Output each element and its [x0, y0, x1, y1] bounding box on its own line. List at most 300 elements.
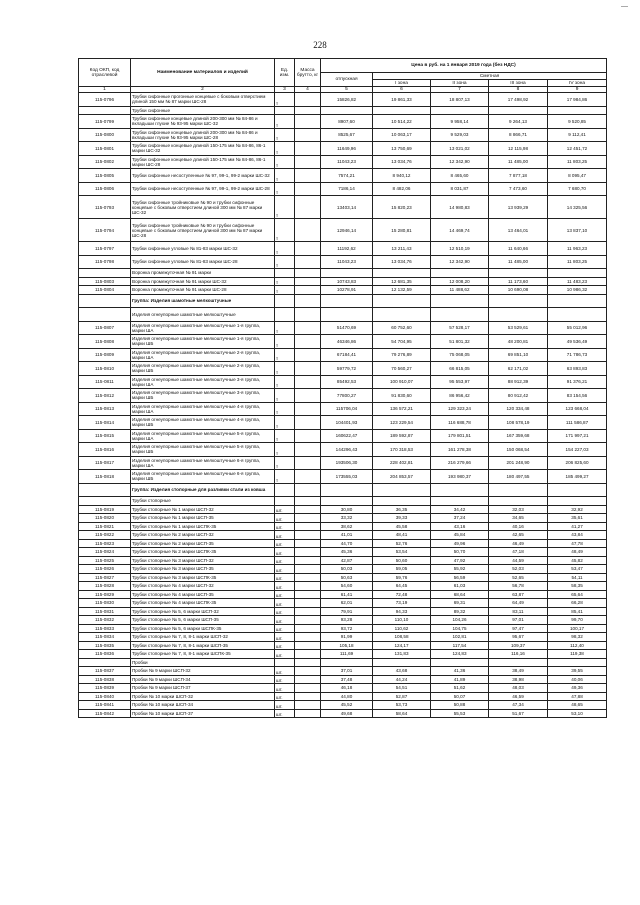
zone-4-price-cell: 99,70: [548, 616, 607, 625]
zone-3-price-cell: 48 200,81: [489, 335, 548, 349]
mass-cell: [295, 539, 321, 548]
unit-cell: т: [275, 348, 295, 362]
table-row: [79, 115, 607, 129]
zone-4-price-cell: 7 680,70: [548, 182, 607, 196]
okp-code-cell: 115-0828: [79, 582, 131, 591]
unit-cell: шт.: [275, 624, 295, 633]
table-row: [79, 277, 607, 286]
release-price-cell: 173555,03: [321, 470, 373, 484]
zone-1-price-cell: 10 063,17: [373, 128, 431, 142]
unit-cell: шт.: [275, 650, 295, 659]
unit-cell: шт.: [275, 633, 295, 642]
zone-2-price-cell: 9 958,14: [431, 115, 489, 129]
zone-3-price-cell: 34,65: [489, 514, 548, 523]
zone-3-price-cell: 13 939,29: [489, 196, 548, 219]
table-row: [79, 607, 607, 616]
item-name-cell: Трубки сифонные несоступенные № 97, 99-1, 99-2 марки ШС-32: [131, 169, 275, 183]
unit-cell: [275, 658, 295, 667]
mass-cell: [295, 582, 321, 591]
unit-cell: [275, 269, 295, 278]
mass-cell: [295, 616, 321, 625]
table-row: [79, 93, 607, 107]
group-row: [79, 294, 607, 308]
table-row: [79, 308, 607, 322]
zone-1-price-cell: 36,35: [373, 505, 431, 514]
page-number: 228: [313, 40, 327, 50]
table-row: [79, 531, 607, 540]
zone-2-price-cell: 66 815,05: [431, 362, 489, 376]
column-number: 9: [548, 87, 607, 93]
release-price-cell: 15826,82: [321, 93, 373, 107]
unit-cell: [275, 308, 295, 322]
release-price-cell: 62,01: [321, 599, 373, 608]
zone-2-price-cell: 41,36: [431, 667, 489, 676]
zone-4-price-cell: 11 803,25: [548, 255, 607, 269]
table-row: [79, 675, 607, 684]
okp-code-cell: 115-0803: [79, 277, 131, 286]
unit-cell: т: [275, 429, 295, 443]
zone-3-price-cell: 46,59: [489, 692, 548, 701]
zone-3-price-cell: [489, 658, 548, 667]
table-row: [79, 182, 607, 196]
release-price-cell: 41,01: [321, 531, 373, 540]
zone-3-price-cell: 11 640,66: [489, 242, 548, 256]
release-price-cell: [321, 308, 373, 322]
zone-1-price-cell: 39,33: [373, 514, 431, 523]
table-row: [79, 565, 607, 574]
okp-code-cell: 115-0793: [79, 196, 131, 219]
okp-code-cell: [79, 294, 131, 308]
item-name-cell: Трубки стопорные: [131, 497, 275, 506]
zone-1-price-cell: [373, 106, 431, 115]
zone-1-price-cell: 12 132,59: [373, 286, 431, 295]
header-name: Наименование материалов и изделий: [131, 59, 275, 87]
zone-2-price-cell: 124,83: [431, 650, 489, 659]
zone-3-price-cell: 9 264,13: [489, 115, 548, 129]
zone-2-price-cell: 61,03: [431, 582, 489, 591]
header-release: отпускная: [321, 73, 373, 87]
unit-cell: шт.: [275, 667, 295, 676]
zone-2-price-cell: 11 488,62: [431, 286, 489, 295]
zone-4-price-cell: 12 451,72: [548, 142, 607, 156]
mass-cell: [295, 142, 321, 156]
zone-2-price-cell: 12 510,19: [431, 242, 489, 256]
mass-cell: [295, 155, 321, 169]
release-price-cell: 11043,23: [321, 255, 373, 269]
zone-3-price-cell: [489, 308, 548, 322]
unit-cell: т: [275, 219, 295, 242]
table-row: [79, 582, 607, 591]
zone-2-price-cell: [431, 269, 489, 278]
mass-cell: [295, 321, 321, 335]
zone-2-price-cell: 179 801,51: [431, 429, 489, 443]
release-price-cell: 46346,86: [321, 335, 373, 349]
table-row: [79, 335, 607, 349]
unit-cell: шт.: [275, 590, 295, 599]
unit-cell: шт.: [275, 565, 295, 574]
item-name-cell: Изделия огнеупорные шамотные мелкоштучные 3-я группа, марки ША: [131, 375, 275, 389]
okp-code-cell: 115-0805: [79, 169, 131, 183]
mass-cell: [295, 599, 321, 608]
zone-1-price-cell: 19 861,33: [373, 93, 431, 107]
unit-cell: шт.: [275, 582, 295, 591]
table-row: [79, 641, 607, 650]
unit-cell: т: [275, 321, 295, 335]
mass-cell: [295, 590, 321, 599]
item-name-cell: Трубки сифонные угловые № 81-83 марки ШС-32: [131, 242, 275, 256]
mass-cell: [295, 286, 321, 295]
mass-cell: [295, 255, 321, 269]
item-name-cell: Трубки стопорные № 4 марки ШСП-35: [131, 590, 275, 599]
zone-1-price-cell: 13 034,76: [373, 155, 431, 169]
unit-cell: [275, 294, 295, 308]
zone-2-price-cell: 161 278,38: [431, 443, 489, 457]
unit-cell: шт.: [275, 701, 295, 710]
zone-1-price-cell: 124,17: [373, 641, 431, 650]
zone-1-price-cell: 108,58: [373, 633, 431, 642]
unit-cell: т: [275, 402, 295, 416]
zone-3-price-cell: 53 529,61: [489, 321, 548, 335]
zone-3-price-cell: [489, 497, 548, 506]
mass-cell: [295, 624, 321, 633]
mass-cell: [295, 514, 321, 523]
zone-2-price-cell: 50,07: [431, 692, 489, 701]
zone-2-price-cell: 47,92: [431, 556, 489, 565]
header-price-title: Цена в руб. на 1 января 2019 года (без НДС): [321, 59, 607, 73]
zone-2-price-cell: 18 807,13: [431, 93, 489, 107]
unit-cell: т: [275, 155, 295, 169]
release-price-cell: 54,60: [321, 582, 373, 591]
zone-4-price-cell: 49,36: [548, 684, 607, 693]
zone-4-price-cell: 9 520,85: [548, 115, 607, 129]
release-price-cell: 44,80: [321, 692, 373, 701]
zone-1-price-cell: 123 229,54: [373, 416, 431, 430]
unit-cell: т: [275, 142, 295, 156]
item-name-cell: Трубки сифонные концевые длиной 200-300 мм № 84-86 и вкладыши глухие № 93-95 марки ШС-28: [131, 128, 275, 142]
okp-code-cell: 115-0808: [79, 335, 131, 349]
zone-1-price-cell: 48,41: [373, 531, 431, 540]
zone-4-price-cell: 40,06: [548, 675, 607, 684]
item-name-cell: Изделия огнеупорные шамотные мелкоштучные 4-я группа, марки ШБ: [131, 416, 275, 430]
unit-cell: т: [275, 255, 295, 269]
zone-3-price-cell: 83,11: [489, 607, 548, 616]
release-price-cell: 11649,96: [321, 142, 373, 156]
zone-1-price-cell: 52,76: [373, 539, 431, 548]
okp-code-cell: 115-0813: [79, 402, 131, 416]
unit-cell: т: [275, 416, 295, 430]
zone-3-price-cell: 40,16: [489, 522, 548, 531]
mass-cell: [295, 443, 321, 457]
unit-cell: т: [275, 362, 295, 376]
unit-cell: шт.: [275, 514, 295, 523]
zone-3-price-cell: 13 464,01: [489, 219, 548, 242]
unit-cell: шт.: [275, 599, 295, 608]
item-name-cell: Изделия огнеупорные шамотные мелкоштучные 5-я группа, марки ША: [131, 429, 275, 443]
okp-code-cell: [79, 483, 131, 497]
unit-cell: т: [275, 375, 295, 389]
release-price-cell: 49,68: [321, 709, 373, 718]
zone-2-price-cell: 9 529,03: [431, 128, 489, 142]
zone-4-price-cell: 41,27: [548, 522, 607, 531]
release-price-cell: 115706,04: [321, 402, 373, 416]
zone-2-price-cell: 8 031,87: [431, 182, 489, 196]
zone-2-price-cell: 104,26: [431, 616, 489, 625]
unit-cell: т: [275, 335, 295, 349]
zone-1-price-cell: [373, 308, 431, 322]
zone-3-price-cell: 69 851,10: [489, 348, 548, 362]
item-name-cell: Воронка промежуточная № 91 марки: [131, 269, 275, 278]
zone-4-price-cell: 54,11: [548, 573, 607, 582]
zone-3-price-cell: 62 171,02: [489, 362, 548, 376]
table-row: [79, 667, 607, 676]
okp-code-cell: 115-0826: [79, 565, 131, 574]
unit-cell: т: [275, 443, 295, 457]
header-zone-4: IV зона: [548, 80, 607, 87]
release-price-cell: 111,69: [321, 650, 373, 659]
zone-4-price-cell: [548, 497, 607, 506]
zone-1-price-cell: 170 318,53: [373, 443, 431, 457]
zone-3-price-cell: 47,18: [489, 548, 548, 557]
zone-2-price-cell: 55,53: [431, 709, 489, 718]
zone-3-price-cell: 46,49: [489, 539, 548, 548]
zone-2-price-cell: 89,32: [431, 607, 489, 616]
zone-2-price-cell: 86 956,42: [431, 389, 489, 403]
table-row: [79, 155, 607, 169]
release-price-cell: 144296,43: [321, 443, 373, 457]
table-row: [79, 242, 607, 256]
zone-1-price-cell: 58,64: [373, 709, 431, 718]
zone-3-price-cell: 64,49: [489, 599, 548, 608]
zone-1-price-cell: [373, 497, 431, 506]
zone-4-price-cell: 119,38: [548, 650, 607, 659]
mass-cell: [295, 641, 321, 650]
table-row: [79, 616, 607, 625]
item-name-cell: Воронка промежуточная № 91 марки ШС-28: [131, 286, 275, 295]
unit-cell: т: [275, 456, 295, 470]
item-name-cell: Пробки: [131, 658, 275, 667]
mass-cell: [295, 701, 321, 710]
zone-2-price-cell: 69,31: [431, 599, 489, 608]
okp-code-cell: 115-0831: [79, 607, 131, 616]
item-name-cell: Трубки стопорные № 3 марки ШСП-32: [131, 556, 275, 565]
zone-4-price-cell: 100,17: [548, 624, 607, 633]
zone-3-price-cell: 52,03: [489, 565, 548, 574]
okp-code-cell: 115-0837: [79, 667, 131, 676]
item-name-cell: Трубки стопорные № 2 марки ШСП-32: [131, 531, 275, 540]
zone-2-price-cell: 95 553,97: [431, 375, 489, 389]
zone-3-price-cell: [489, 294, 548, 308]
item-name-cell: Трубки стопорные № 5, 6 марки ШСП-35: [131, 616, 275, 625]
item-name-cell: Изделия огнеупорные шамотные мелкоштучные: [131, 308, 275, 322]
zone-4-price-cell: 63 893,83: [548, 362, 607, 376]
okp-code-cell: [79, 308, 131, 322]
zone-1-price-cell: 100 910,07: [373, 375, 431, 389]
mass-cell: [295, 269, 321, 278]
zone-1-price-cell: 8 482,06: [373, 182, 431, 196]
unit-cell: т: [275, 93, 295, 107]
release-price-cell: 8907,60: [321, 115, 373, 129]
zone-4-price-cell: 91 376,21: [548, 375, 607, 389]
unit-cell: т: [275, 169, 295, 183]
zone-2-price-cell: 34,42: [431, 505, 489, 514]
table-row: [79, 658, 607, 667]
header-zone-3: III зона: [489, 80, 548, 87]
zone-1-price-cell: 54 704,95: [373, 335, 431, 349]
zone-4-price-cell: 14 325,56: [548, 196, 607, 219]
zone-1-price-cell: 59,05: [373, 565, 431, 574]
header-estimate: Сметная: [373, 73, 607, 80]
okp-code-cell: 115-0807: [79, 321, 131, 335]
release-price-cell: 10278,91: [321, 286, 373, 295]
table-row: [79, 590, 607, 599]
zone-2-price-cell: 12 342,90: [431, 155, 489, 169]
column-number: 1: [79, 87, 131, 93]
zone-3-price-cell: 80 912,42: [489, 389, 548, 403]
item-name-cell: Изделия огнеупорные шамотные мелкоштучные 3-я группа, марки ШБ: [131, 389, 275, 403]
table-row: [79, 142, 607, 156]
zone-4-price-cell: 11 803,25: [548, 155, 607, 169]
price-table: [78, 58, 607, 718]
column-number: 8: [489, 87, 548, 93]
mass-cell: [295, 115, 321, 129]
unit-cell: шт.: [275, 573, 295, 582]
mass-cell: [295, 667, 321, 676]
zone-1-price-cell: 189 592,87: [373, 429, 431, 443]
unit-cell: шт.: [275, 531, 295, 540]
mass-cell: [295, 556, 321, 565]
table-body: [79, 93, 607, 718]
mass-cell: [295, 389, 321, 403]
release-price-cell: 61,41: [321, 590, 373, 599]
zone-4-price-cell: 11 483,23: [548, 277, 607, 286]
mass-cell: [295, 277, 321, 286]
table-row: [79, 375, 607, 389]
mass-cell: [295, 416, 321, 430]
zone-2-price-cell: 104,75: [431, 624, 489, 633]
mass-cell: [295, 375, 321, 389]
okp-code-cell: [79, 106, 131, 115]
release-price-cell: 33,32: [321, 514, 373, 523]
unit-cell: шт.: [275, 556, 295, 565]
zone-1-price-cell: 45,58: [373, 522, 431, 531]
item-name-cell: Трубки стопорные № 1 марки ШСП-32: [131, 505, 275, 514]
zone-2-price-cell: 50,88: [431, 701, 489, 710]
table-row: [79, 169, 607, 183]
zone-4-price-cell: 17 984,86: [548, 93, 607, 107]
item-name-cell: Трубки стопорные № 1 марки ШСП-35: [131, 514, 275, 523]
mass-cell: [295, 531, 321, 540]
item-name-cell: Трубки стопорные № 5, 6 марки ШСПК-35: [131, 624, 275, 633]
header-zone-2: II зона: [431, 80, 489, 87]
release-price-cell: 13403,14: [321, 196, 373, 219]
table-row: [79, 456, 607, 470]
mass-cell: [295, 169, 321, 183]
zone-3-price-cell: 97,47: [489, 624, 548, 633]
mass-cell: [295, 573, 321, 582]
okp-code-cell: 115-0814: [79, 416, 131, 430]
mass-cell: [295, 242, 321, 256]
item-name-cell: Трубки сифонные несоступенные № 97, 99-1, 99-2 марки ШС-28: [131, 182, 275, 196]
okp-code-cell: 115-0839: [79, 684, 131, 693]
mass-cell: [295, 294, 321, 308]
release-price-cell: 42,87: [321, 556, 373, 565]
mass-cell: [295, 219, 321, 242]
table-row: [79, 684, 607, 693]
zone-3-price-cell: 32,03: [489, 505, 548, 514]
zone-3-price-cell: 44,59: [489, 556, 548, 565]
release-price-cell: 7574,21: [321, 169, 373, 183]
okp-code-cell: [79, 658, 131, 667]
release-price-cell: 46,18: [321, 684, 373, 693]
okp-code-cell: 115-0796: [79, 93, 131, 107]
zone-1-price-cell: 59,76: [373, 573, 431, 582]
release-price-cell: 11192,62: [321, 242, 373, 256]
item-name-cell: Изделия огнеупорные шамотные мелкоштучные 6-я группа, марки ША: [131, 456, 275, 470]
zone-2-price-cell: 57 528,17: [431, 321, 489, 335]
zone-3-price-cell: 95,67: [489, 633, 548, 642]
mass-cell: [295, 607, 321, 616]
okp-code-cell: 115-0812: [79, 389, 131, 403]
unit-cell: т: [275, 286, 295, 295]
header-mass: Масса брутто, кг: [295, 59, 321, 87]
zone-1-price-cell: 91 830,60: [373, 389, 431, 403]
zone-2-price-cell: 14 980,83: [431, 196, 489, 219]
header-unit: Ед. изм.: [275, 59, 295, 87]
release-price-cell: 51470,69: [321, 321, 373, 335]
okp-code-cell: 115-0809: [79, 348, 131, 362]
mass-cell: [295, 505, 321, 514]
okp-code-cell: 115-0804: [79, 286, 131, 295]
release-price-cell: [321, 106, 373, 115]
okp-code-cell: 115-0840: [79, 692, 131, 701]
item-name-cell: Трубки стопорные № 2 марки ШСП-35: [131, 539, 275, 548]
table-row: [79, 416, 607, 430]
zone-2-price-cell: 43,16: [431, 522, 489, 531]
table-row: [79, 402, 607, 416]
item-name-cell: Трубки стопорные № 5, 6 марки ШСП-32: [131, 607, 275, 616]
release-price-cell: 12946,14: [321, 219, 373, 242]
column-number: 2: [131, 87, 275, 93]
item-name-cell: Изделия огнеупорные шамотные мелкоштучные 1-я группа, марки ШБ: [131, 335, 275, 349]
item-name-cell: Трубки сифонные угловые № 81-83 марки ШС-28: [131, 255, 275, 269]
okp-code-cell: 115-0832: [79, 616, 131, 625]
zone-4-price-cell: 53,47: [548, 565, 607, 574]
item-name-cell: Группа: Изделия шамотные мелкоштучные: [131, 294, 275, 308]
unit-cell: шт.: [275, 548, 295, 557]
mass-cell: [295, 692, 321, 701]
zone-1-price-cell: [373, 269, 431, 278]
table-row: [79, 633, 607, 642]
zone-3-price-cell: [489, 106, 548, 115]
item-name-cell: Пробки № 9 марки ШСП-37: [131, 684, 275, 693]
mass-cell: [295, 348, 321, 362]
unit-cell: т: [275, 115, 295, 129]
table-row: [79, 709, 607, 718]
zone-4-price-cell: 53,10: [548, 709, 607, 718]
okp-code-cell: 115-0820: [79, 514, 131, 523]
okp-code-cell: [79, 269, 131, 278]
mass-cell: [295, 497, 321, 506]
mass-cell: [295, 684, 321, 693]
unit-cell: т: [275, 277, 295, 286]
zone-1-price-cell: 44,24: [373, 675, 431, 684]
mass-cell: [295, 483, 321, 497]
table-row: [79, 522, 607, 531]
zone-4-price-cell: [548, 658, 607, 667]
zone-2-price-cell: 193 980,37: [431, 470, 489, 484]
table-row: [79, 219, 607, 242]
unit-cell: шт.: [275, 709, 295, 718]
